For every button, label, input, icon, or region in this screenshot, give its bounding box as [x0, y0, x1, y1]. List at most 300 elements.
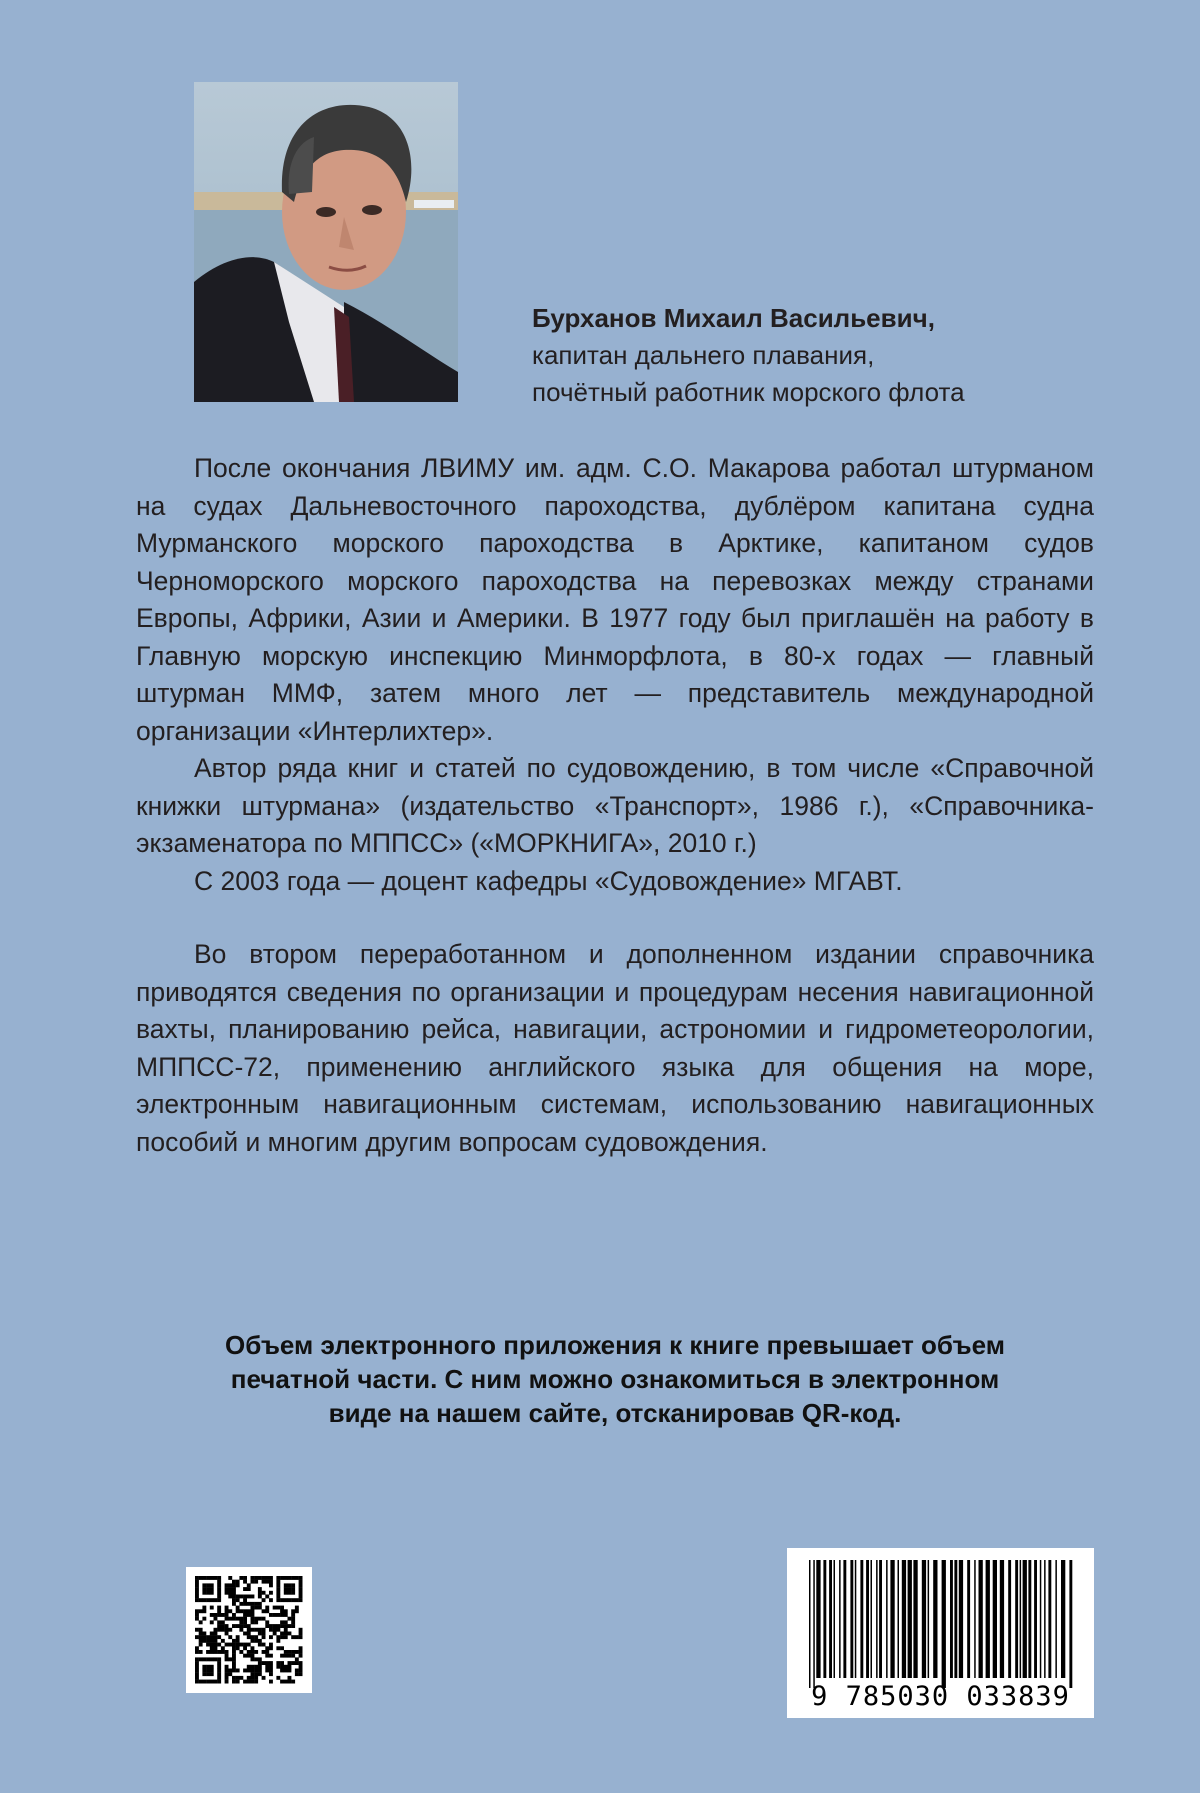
qr-module [239, 1643, 243, 1647]
qr-module [258, 1669, 262, 1673]
qr-module [232, 1680, 236, 1684]
qr-module [265, 1609, 269, 1613]
qr-module [243, 1646, 247, 1650]
qr-module [254, 1602, 258, 1606]
qr-module [299, 1587, 303, 1591]
qr-module [284, 1650, 288, 1654]
qr-module [258, 1672, 262, 1676]
barcode-bar [974, 1560, 976, 1678]
qr-module [247, 1602, 251, 1606]
qr-module [258, 1661, 262, 1665]
qr-module [280, 1576, 284, 1580]
qr-module [284, 1680, 288, 1684]
qr-module [273, 1624, 277, 1628]
qr-module [199, 1620, 203, 1624]
qr-module [284, 1665, 288, 1669]
barcode-bar [1044, 1560, 1046, 1678]
qr-module [276, 1635, 280, 1639]
qr-module [206, 1657, 210, 1661]
author-biography [136, 450, 1094, 900]
qr-module [276, 1595, 280, 1599]
qr-module [217, 1661, 221, 1665]
qr-module [299, 1665, 303, 1669]
qr-module [265, 1669, 269, 1673]
qr-module [206, 1650, 210, 1654]
qr-module [228, 1595, 232, 1599]
qr-module [214, 1635, 218, 1639]
qr-module [225, 1613, 229, 1617]
qr-module [276, 1583, 280, 1587]
isbn-barcode [787, 1548, 1094, 1718]
qr-module [258, 1617, 262, 1621]
qr-module [265, 1654, 269, 1658]
qr-module [291, 1598, 295, 1602]
qr-module [217, 1606, 221, 1610]
qr-module [195, 1587, 199, 1591]
qr-module [254, 1606, 258, 1610]
qr-module [195, 1665, 199, 1669]
qr-module [269, 1654, 273, 1658]
qr-module [225, 1606, 229, 1610]
qr-module [202, 1672, 206, 1676]
qr-module [232, 1595, 236, 1599]
qr-module [280, 1635, 284, 1639]
qr-module [232, 1661, 236, 1665]
qr-module [251, 1680, 255, 1684]
qr-module [217, 1613, 221, 1617]
qr-module [221, 1639, 225, 1643]
qr-module [262, 1598, 266, 1602]
qr-module [295, 1609, 299, 1613]
qr-module [251, 1595, 255, 1599]
qr-module [295, 1635, 299, 1639]
qr-module [217, 1680, 221, 1684]
barcode-bar [1015, 1560, 1018, 1678]
qr-module [265, 1580, 269, 1584]
qr-module [269, 1591, 273, 1595]
qr-module [262, 1643, 266, 1647]
qr-module [217, 1598, 221, 1602]
barcode-bar [1020, 1560, 1022, 1678]
qr-module [265, 1646, 269, 1650]
qr-module [254, 1576, 258, 1580]
qr-module [258, 1587, 262, 1591]
qr-module [228, 1672, 232, 1676]
qr-module [225, 1657, 229, 1661]
qr-module [232, 1676, 236, 1680]
barcode-bar [933, 1560, 937, 1678]
qr-module [291, 1591, 295, 1595]
qr-module [214, 1639, 218, 1643]
qr-module [228, 1635, 232, 1639]
barcode-bar [902, 1560, 906, 1678]
qr-module [210, 1587, 214, 1591]
qr-module [288, 1654, 292, 1658]
qr-module [239, 1676, 243, 1680]
qr-module [206, 1635, 210, 1639]
barcode-bar [823, 1560, 826, 1678]
qr-module [221, 1650, 225, 1654]
qr-module [214, 1646, 218, 1650]
barcode-bar [908, 1560, 912, 1678]
qr-module [195, 1591, 199, 1595]
qr-module [232, 1617, 236, 1621]
qr-module [254, 1680, 258, 1684]
barcode-bar [809, 1560, 811, 1688]
qr-module [214, 1598, 218, 1602]
qr-module [284, 1613, 288, 1617]
barcode-bar [1061, 1560, 1065, 1678]
qr-module [202, 1598, 206, 1602]
barcode-bar [876, 1560, 878, 1678]
qr-module [295, 1576, 299, 1580]
qr-module [217, 1587, 221, 1591]
qr-module [291, 1654, 295, 1658]
qr-module [214, 1628, 218, 1632]
qr-module [299, 1576, 303, 1580]
qr-module [251, 1635, 255, 1639]
qr-module [288, 1587, 292, 1591]
qr-module [258, 1591, 262, 1595]
qr-module [251, 1676, 255, 1680]
qr-module [228, 1628, 232, 1632]
qr-module [269, 1576, 273, 1580]
qr-module [202, 1632, 206, 1636]
barcode-bar [993, 1560, 997, 1678]
qr-module [199, 1635, 203, 1639]
barcode-bar [1034, 1560, 1037, 1678]
qr-module [236, 1606, 240, 1610]
qr-module [225, 1654, 229, 1658]
qr-module [265, 1661, 269, 1665]
qr-module [269, 1672, 273, 1676]
qr-module [280, 1680, 284, 1684]
qr-code[interactable] [186, 1567, 312, 1693]
qr-module [251, 1609, 255, 1613]
qr-module [254, 1672, 258, 1676]
qr-module [254, 1617, 258, 1621]
qr-module [251, 1617, 255, 1621]
qr-module [210, 1583, 214, 1587]
barcode-bar [979, 1560, 983, 1678]
qr-module [225, 1628, 229, 1632]
author-block [532, 300, 1172, 411]
qr-module [269, 1646, 273, 1650]
qr-module [210, 1620, 214, 1624]
qr-module [262, 1650, 266, 1654]
qr-module [210, 1672, 214, 1676]
qr-module [236, 1580, 240, 1584]
qr-module [288, 1598, 292, 1602]
qr-module [284, 1576, 288, 1580]
qr-module [210, 1657, 214, 1661]
qr-module [276, 1646, 280, 1650]
qr-module [284, 1620, 288, 1624]
qr-module [225, 1643, 229, 1647]
qr-module [262, 1676, 266, 1680]
qr-module [254, 1628, 258, 1632]
barcode-bar [829, 1560, 832, 1678]
qr-module [202, 1606, 206, 1610]
qr-module [206, 1639, 210, 1643]
qr-module [247, 1643, 251, 1647]
qr-module [236, 1609, 240, 1613]
qr-module [195, 1669, 199, 1673]
qr-module [295, 1650, 299, 1654]
qr-module [288, 1669, 292, 1673]
qr-module [206, 1598, 210, 1602]
qr-module [202, 1576, 206, 1580]
qr-module [202, 1680, 206, 1684]
qr-module [206, 1672, 210, 1676]
qr-module [199, 1643, 203, 1647]
qr-module [210, 1632, 214, 1636]
qr-module [214, 1576, 218, 1580]
qr-module [251, 1639, 255, 1643]
qr-module [236, 1643, 240, 1647]
notice-line-1: Объем электронного приложения к книге превышает объем [225, 1330, 1005, 1360]
qr-module [225, 1672, 229, 1676]
qr-module [243, 1602, 247, 1606]
barcode-bar [816, 1560, 820, 1678]
qr-module [206, 1669, 210, 1673]
barcode-bar [954, 1560, 957, 1678]
qr-module [251, 1580, 255, 1584]
qr-module [232, 1587, 236, 1591]
barcode-bar [1000, 1560, 1004, 1678]
qr-module [254, 1657, 258, 1661]
qr-module [195, 1661, 199, 1665]
qr-module [280, 1624, 284, 1628]
qr-module [199, 1657, 203, 1661]
qr-module [202, 1639, 206, 1643]
qr-module [195, 1617, 199, 1621]
qr-module [262, 1609, 266, 1613]
qr-module [228, 1609, 232, 1613]
qr-module [288, 1650, 292, 1654]
bio-paragraph-1: После окончания ЛВИМУ им. адм. С.О. Макарова работал штурманом на судах Дальневосточного пароходства, дублёром капитана судна Мурманского морского пароходства в Арктике, капитаном судов Черноморского морского пароходства на перевозках между странами Европы, Африки, Азии и Америки. В 1977 году был приглашён на работу в Главную морскую инспекцию Минморфлота, в 80-х годах — главный штурман ММФ, затем много лет — представитель международной организации «Интерлихтер». [136, 453, 1094, 746]
qr-module [299, 1650, 303, 1654]
qr-module [273, 1606, 277, 1610]
qr-module [214, 1617, 218, 1621]
qr-module [269, 1661, 273, 1665]
qr-module [217, 1643, 221, 1647]
qr-module [284, 1669, 288, 1673]
qr-module [221, 1613, 225, 1617]
qr-module [265, 1665, 269, 1669]
barcode-bar [1055, 1560, 1057, 1678]
qr-module [280, 1598, 284, 1602]
qr-module [273, 1632, 277, 1636]
qr-module [217, 1669, 221, 1673]
qr-module [239, 1650, 243, 1654]
qr-module [236, 1635, 240, 1639]
qr-module [299, 1632, 303, 1636]
qr-module [265, 1576, 269, 1580]
qr-module [247, 1587, 251, 1591]
barcode-bar [898, 1560, 900, 1678]
qr-module [236, 1617, 240, 1621]
qr-module [239, 1624, 243, 1628]
barcode-bar [813, 1560, 815, 1688]
qr-module [276, 1576, 280, 1580]
qr-module [232, 1669, 236, 1673]
qr-module [232, 1639, 236, 1643]
bio-paragraph-3: С 2003 года — доцент кафедры «Судовождение» МГАВТ. [194, 865, 903, 896]
qr-module [210, 1669, 214, 1673]
qr-module [195, 1680, 199, 1684]
qr-module [280, 1632, 284, 1636]
qr-module [276, 1676, 280, 1680]
qr-module [217, 1628, 221, 1632]
qr-module [199, 1632, 203, 1636]
qr-module [291, 1609, 295, 1613]
qr-module [210, 1606, 214, 1610]
barcode-bar [922, 1560, 926, 1678]
qr-module [217, 1676, 221, 1680]
qr-module [299, 1672, 303, 1676]
qr-module [288, 1583, 292, 1587]
qr-module [288, 1665, 292, 1669]
qr-module [236, 1646, 240, 1650]
qr-module [299, 1654, 303, 1658]
qr-module [251, 1665, 255, 1669]
barcode-bar [967, 1560, 970, 1678]
qr-module [243, 1654, 247, 1658]
qr-module [262, 1591, 266, 1595]
qr-module [206, 1587, 210, 1591]
barcode-bar [850, 1560, 853, 1678]
qr-module [247, 1676, 251, 1680]
qr-module [214, 1680, 218, 1684]
qr-module [280, 1646, 284, 1650]
qr-module [269, 1643, 273, 1647]
qr-module [291, 1661, 295, 1665]
qr-module [228, 1617, 232, 1621]
qr-module [254, 1635, 258, 1639]
qr-module [214, 1613, 218, 1617]
qr-module [295, 1598, 299, 1602]
qr-module [288, 1632, 292, 1636]
qr-module [247, 1654, 251, 1658]
qr-module [276, 1580, 280, 1584]
qr-module [291, 1620, 295, 1624]
author-photo [194, 82, 458, 402]
qr-module [195, 1676, 199, 1680]
qr-module [251, 1620, 255, 1624]
qr-module [202, 1669, 206, 1673]
qr-module [247, 1583, 251, 1587]
qr-module [269, 1598, 273, 1602]
notice-line-2: печатной части. С ним можно ознакомиться в электронном [230, 1364, 1000, 1394]
isbn-number: 9 785030 033839 [811, 1681, 1070, 1712]
qr-module [291, 1576, 295, 1580]
qr-module [210, 1613, 214, 1617]
qr-module [236, 1680, 240, 1684]
qr-module [258, 1657, 262, 1661]
qr-module [210, 1591, 214, 1595]
qr-module [291, 1617, 295, 1621]
barcode-bar [871, 1560, 873, 1678]
notice-line-3: виде на нашем сайте, отсканировав QR-код. [328, 1398, 902, 1428]
barcode-bar [839, 1560, 841, 1678]
qr-module [273, 1628, 277, 1632]
qr-module [217, 1650, 221, 1654]
qr-module [288, 1617, 292, 1621]
qr-module [291, 1587, 295, 1591]
qr-module [236, 1639, 240, 1643]
qr-module [251, 1602, 255, 1606]
barcode-bar [860, 1560, 863, 1678]
qr-module [225, 1680, 229, 1684]
qr-module [236, 1598, 240, 1602]
qr-module [243, 1617, 247, 1621]
qr-module [276, 1613, 280, 1617]
qr-module [195, 1576, 199, 1580]
qr-module [262, 1661, 266, 1665]
qr-module [228, 1583, 232, 1587]
qr-module [295, 1657, 299, 1661]
qr-module [243, 1669, 247, 1673]
qr-module [195, 1635, 199, 1639]
qr-module [258, 1602, 262, 1606]
qr-module [202, 1587, 206, 1591]
qr-module [225, 1632, 229, 1636]
qr-module [254, 1639, 258, 1643]
qr-module [280, 1665, 284, 1669]
qr-module [262, 1617, 266, 1621]
qr-module [269, 1583, 273, 1587]
qr-module [254, 1650, 258, 1654]
qr-module [280, 1606, 284, 1610]
qr-module [195, 1672, 199, 1676]
qr-module [228, 1576, 232, 1580]
qr-module [214, 1643, 218, 1647]
qr-module [202, 1583, 206, 1587]
qr-module [206, 1665, 210, 1669]
qr-module [217, 1672, 221, 1676]
barcode-bar [843, 1560, 846, 1678]
qr-module [232, 1643, 236, 1647]
qr-module [299, 1628, 303, 1632]
qr-module [232, 1598, 236, 1602]
qr-module [280, 1609, 284, 1613]
summary-paragraph: Во втором переработанном и дополненном издании справочника приводятся сведения по организации и процедурам несения навигационной вахты, планированию рейса, навигации, астрономии и гидрометеорологии, МППСС-72, применению английского языка для общения на море, электронным навигационным системам, использованию навигационных пособий и многим другим вопросам судовождения. [136, 939, 1094, 1157]
qr-module [269, 1635, 273, 1639]
qr-module [299, 1661, 303, 1665]
qr-module [195, 1583, 199, 1587]
qr-module [210, 1576, 214, 1580]
qr-module [288, 1680, 292, 1684]
qr-module [210, 1635, 214, 1639]
qr-module [232, 1602, 236, 1606]
qr-module [284, 1583, 288, 1587]
qr-module [254, 1580, 258, 1584]
qr-module [210, 1639, 214, 1643]
qr-module [299, 1583, 303, 1587]
qr-module [228, 1657, 232, 1661]
author-title-line2: почётный работник морского флота [532, 377, 965, 407]
barcode-bar [834, 1560, 836, 1678]
qr-module [199, 1598, 203, 1602]
qr-module [210, 1680, 214, 1684]
qr-module [247, 1680, 251, 1684]
qr-module [251, 1672, 255, 1676]
qr-module [225, 1624, 229, 1628]
barcode-bar [1028, 1560, 1031, 1678]
qr-module [228, 1643, 232, 1647]
qr-module [258, 1632, 262, 1636]
